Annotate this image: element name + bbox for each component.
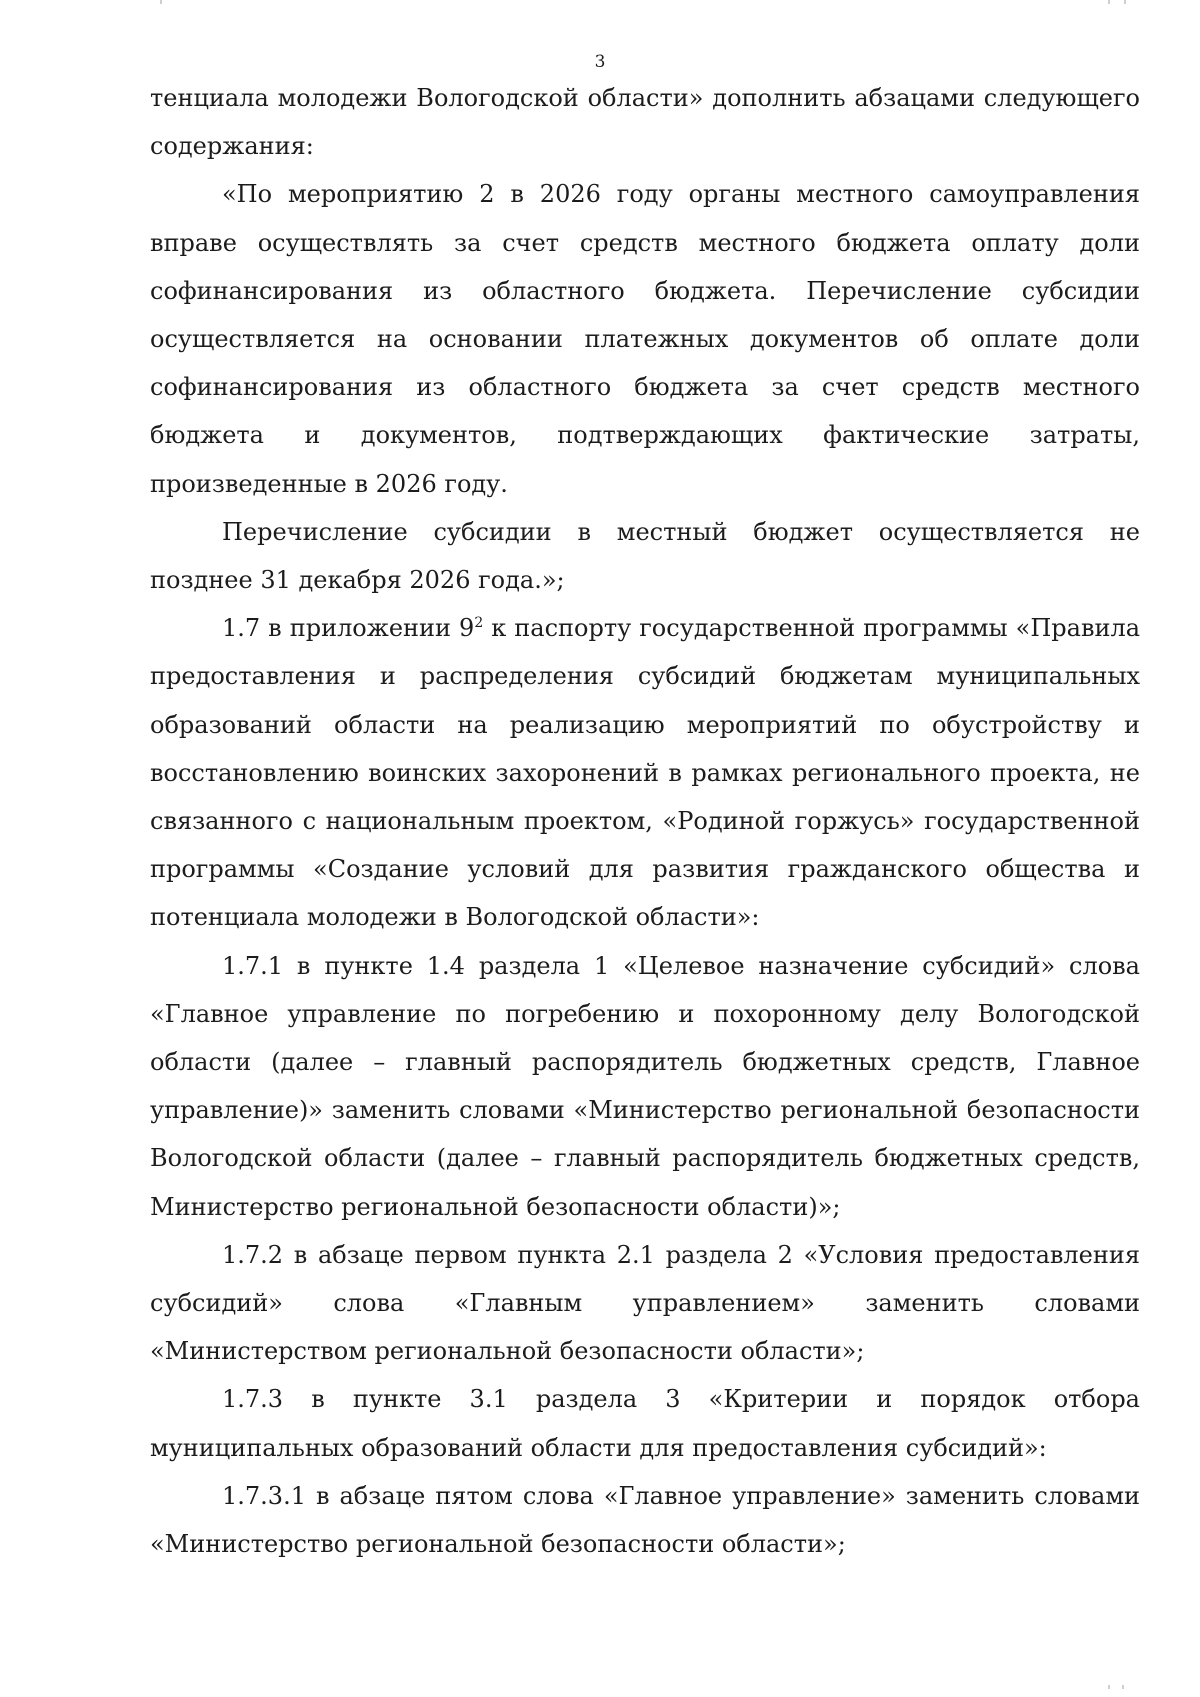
paragraph-1-7-text: к паспорту государственной программы «Правила предоставления и распределения субсидий бюджетам муниципальных образований области на реализацию мероприятий по обустройству и восстановлению воинских захоронений в рамках регионального проекта, не связанного с национальным проектом, «Родиной горжусь» государственной программы «Создание условий для развития гражданского общества и потенциала молодежи в Вологодской области»: — [150, 614, 1141, 932]
paragraph-1-7-3: 1.7.3 в пункте 3.1 раздела 3 «Критерии и порядок отбора муниципальных образований области для предоставления субсидий»: — [150, 1385, 1140, 1462]
scan-bottom-edge — [0, 1685, 1200, 1689]
paragraph-1-7-2: 1.7.2 в абзаце первом пункта 2.1 раздела 2 «Условия предоставления субсидий» слова «Главным управлением» заменить словами «Министерством региональной безопасности области»; — [150, 1240, 1140, 1366]
paragraph-1-7-3-1: 1.7.3.1 в абзаце пятом слова «Главное управление» заменить словами «Министерство региональной безопасности области»; — [150, 1481, 1140, 1559]
paragraph-continuation: тенциала молодежи Вологодской области» дополнить абзацами следующего содержания: — [150, 84, 1140, 161]
page-number: 3 — [594, 52, 606, 72]
scan-artifact — [1122, 1685, 1124, 1689]
scan-artifact — [160, 0, 162, 4]
scan-artifact — [1108, 0, 1110, 4]
paragraph-1-7-1: 1.7.1 в пункте 1.4 раздела 1 «Целевое назначение субсидий» слова «Главное управление по погребению и похоронному делу Вологодской области (далее – главный распорядитель бюджетных средств, Главное управление)» заменить словами «Министерство региональной безопасности Вологодской области (далее – главный распорядитель бюджетных средств, Министерство региональной безопасности области)»; — [150, 951, 1140, 1221]
appendix-superscript: 2 — [474, 615, 484, 632]
paragraph-1-7 — [150, 604, 1140, 941]
document-body — [150, 74, 1140, 1568]
paragraph-transfer-deadline: Перечисление субсидии в местный бюджет осуществляется не позднее 31 декабря 2026 года.»; — [150, 517, 1140, 595]
paragraph-1-7-lead: 1.7 в приложении 9 — [222, 614, 475, 643]
scan-top-edge — [0, 0, 1200, 4]
scan-artifact — [1108, 1685, 1110, 1689]
paragraph-quote-measure-2: «По мероприятию 2 в 2026 году органы местного самоуправления вправе осуществлять за счет средств местного бюджета оплату доли софинансирования из областного бюджета. Перечисление субсидии осуществляется на основании платежных документов об оплате доли софинансирования из областного бюджета за счет средств местного бюджета и документов, подтверждающих фактические затраты, произведенные в 2026 году. — [150, 180, 1140, 498]
scan-artifact — [1124, 0, 1126, 4]
